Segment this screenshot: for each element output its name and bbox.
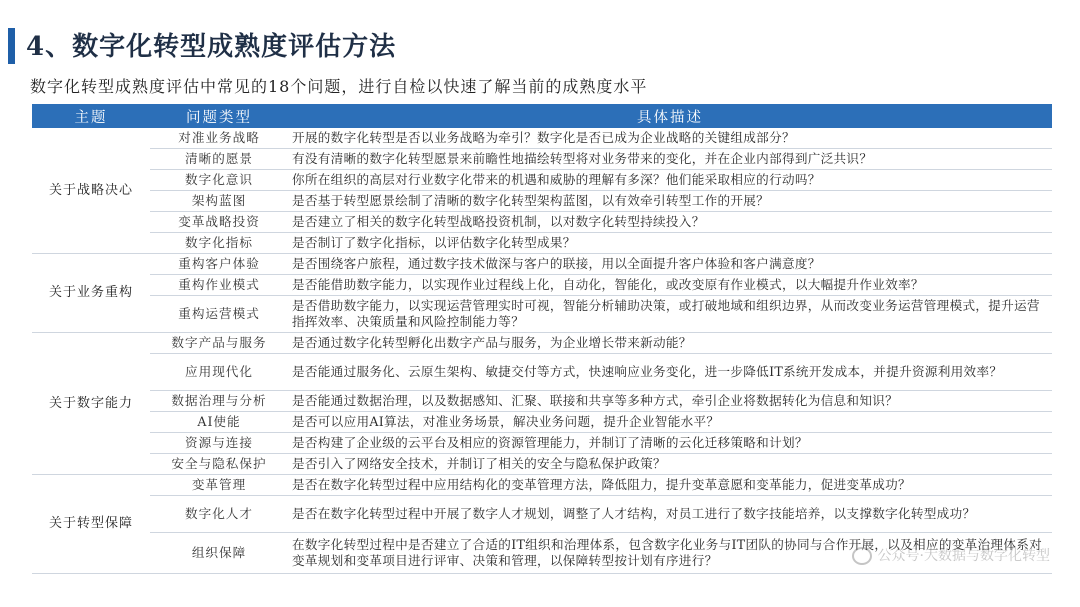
topic-cell: 关于转型保障 [32, 475, 150, 574]
question-type-cell: 架构蓝图 [150, 191, 288, 212]
table-row [32, 354, 1052, 391]
description-cell: 是否引入了网络安全技术，并制订了相关的安全与隐私保护政策？ [288, 454, 1052, 475]
question-type-cell: 数字化指标 [150, 233, 288, 254]
description-cell: 在数字化转型过程中是否建立了合适的IT组织和治理体系，包含数字化业务与IT团队的协同与合作开展，以及相应的变革治理体系对变革规划和变革项目进行评审、决策和管理，以保障转型按计划有序进行？ [288, 533, 1052, 574]
question-type-cell: 数字产品与服务 [150, 333, 288, 354]
description-cell: 开展的数字化转型是否以业务战略为牵引？数字化是否已成为企业战略的关键组成部分？ [288, 128, 1052, 149]
table-row [32, 233, 1052, 254]
description-cell: 是否能通过数据治理，以及数据感知、汇聚、联接和共享等多种方式，牵引企业将数据转化为信息和知识？ [288, 391, 1052, 412]
table-row [32, 412, 1052, 433]
table-row [32, 128, 1052, 149]
table-row [32, 275, 1052, 296]
question-type-cell: 重构客户体验 [150, 254, 288, 275]
question-type-cell: 清晰的愿景 [150, 149, 288, 170]
description-cell: 有没有清晰的数字化转型愿景来前瞻性地描绘转型将对业务带来的变化，并在企业内部得到广泛共识？ [288, 149, 1052, 170]
table-row [32, 191, 1052, 212]
page-subtitle: 数字化转型成熟度评估中常见的18个问题，进行自检以快速了解当前的成熟度水平 [30, 77, 648, 96]
table-row [32, 475, 1052, 496]
column-header-topic: 主题 [32, 104, 150, 128]
description-cell: 是否借助数字能力，以实现运营管理实时可视，智能分析辅助决策，或打破地域和组织边界，从而改变业务运营管理模式，提升运营指挥效率、决策质量和风险控制能力等？ [288, 296, 1052, 333]
description-cell: 是否在数字化转型过程中应用结构化的变革管理方法，降低阻力，提升变革意愿和变革能力，促进变革成功？ [288, 475, 1052, 496]
wechat-icon [852, 547, 872, 565]
table-row [32, 433, 1052, 454]
table-row [32, 170, 1052, 191]
question-type-cell: 资源与连接 [150, 433, 288, 454]
column-header-question-type: 问题类型 [150, 104, 288, 128]
table-header-row [32, 104, 1052, 128]
table-row [32, 496, 1052, 533]
description-cell: 是否建立了相关的数字化转型战略投资机制，以对数字化转型持续投入？ [288, 212, 1052, 233]
question-type-cell: 数字化人才 [150, 496, 288, 533]
description-cell: 你所在组织的高层对行业数字化带来的机遇和威胁的理解有多深？他们能采取相应的行动吗？ [288, 170, 1052, 191]
topic-cell: 关于业务重构 [32, 254, 150, 333]
description-cell: 是否能借助数字能力，以实现作业过程线上化，自动化，智能化，或改变原有作业模式，以大幅提升作业效率？ [288, 275, 1052, 296]
table-row [32, 212, 1052, 233]
table-row [32, 149, 1052, 170]
question-type-cell: 变革管理 [150, 475, 288, 496]
description-cell: 是否可以应用AI算法，对准业务场景，解决业务问题，提升企业智能水平？ [288, 412, 1052, 433]
description-cell: 是否制订了数字化指标，以评估数字化转型成果？ [288, 233, 1052, 254]
question-type-cell: 数字化意识 [150, 170, 288, 191]
description-cell: 是否构建了企业级的云平台及相应的资源管理能力，并制订了清晰的云化迁移策略和计划？ [288, 433, 1052, 454]
table-row [32, 296, 1052, 333]
title-accent-bar [8, 28, 15, 64]
table-row [32, 333, 1052, 354]
watermark-text: 公众号·大数据与数字化转型 [877, 548, 1050, 564]
question-type-cell: 变革战略投资 [150, 212, 288, 233]
question-type-cell: 数据治理与分析 [150, 391, 288, 412]
question-type-cell: 重构作业模式 [150, 275, 288, 296]
question-type-cell: 重构运营模式 [150, 296, 288, 333]
table-row [32, 454, 1052, 475]
description-cell: 是否能通过服务化、云原生架构、敏捷交付等方式，快速响应业务变化，进一步降低IT系统开发成本，并提升资源利用效率？ [288, 354, 1052, 391]
description-cell: 是否围绕客户旅程，通过数字技术做深与客户的联接，用以全面提升客户体验和客户满意度？ [288, 254, 1052, 275]
description-cell: 是否通过数字化转型孵化出数字产品与服务，为企业增长带来新动能？ [288, 333, 1052, 354]
maturity-question-table [32, 104, 1052, 574]
page-title: 4、数字化转型成熟度评估方法 [26, 32, 397, 62]
question-type-cell: 应用现代化 [150, 354, 288, 391]
watermark [852, 545, 1050, 565]
question-type-cell: 安全与隐私保护 [150, 454, 288, 475]
table-row [32, 391, 1052, 412]
description-cell: 是否基于转型愿景绘制了清晰的数字化转型架构蓝图，以有效牵引转型工作的开展？ [288, 191, 1052, 212]
question-type-cell: 组织保障 [150, 533, 288, 574]
description-cell: 是否在数字化转型过程中开展了数字人才规划，调整了人才结构，对员工进行了数字技能培养，以支撑数字化转型成功？ [288, 496, 1052, 533]
topic-cell: 关于战略决心 [32, 128, 150, 254]
column-header-description: 具体描述 [288, 104, 1052, 128]
question-type-cell: 对准业务战略 [150, 128, 288, 149]
topic-cell: 关于数字能力 [32, 333, 150, 475]
table-row [32, 254, 1052, 275]
question-type-cell: AI使能 [150, 412, 288, 433]
